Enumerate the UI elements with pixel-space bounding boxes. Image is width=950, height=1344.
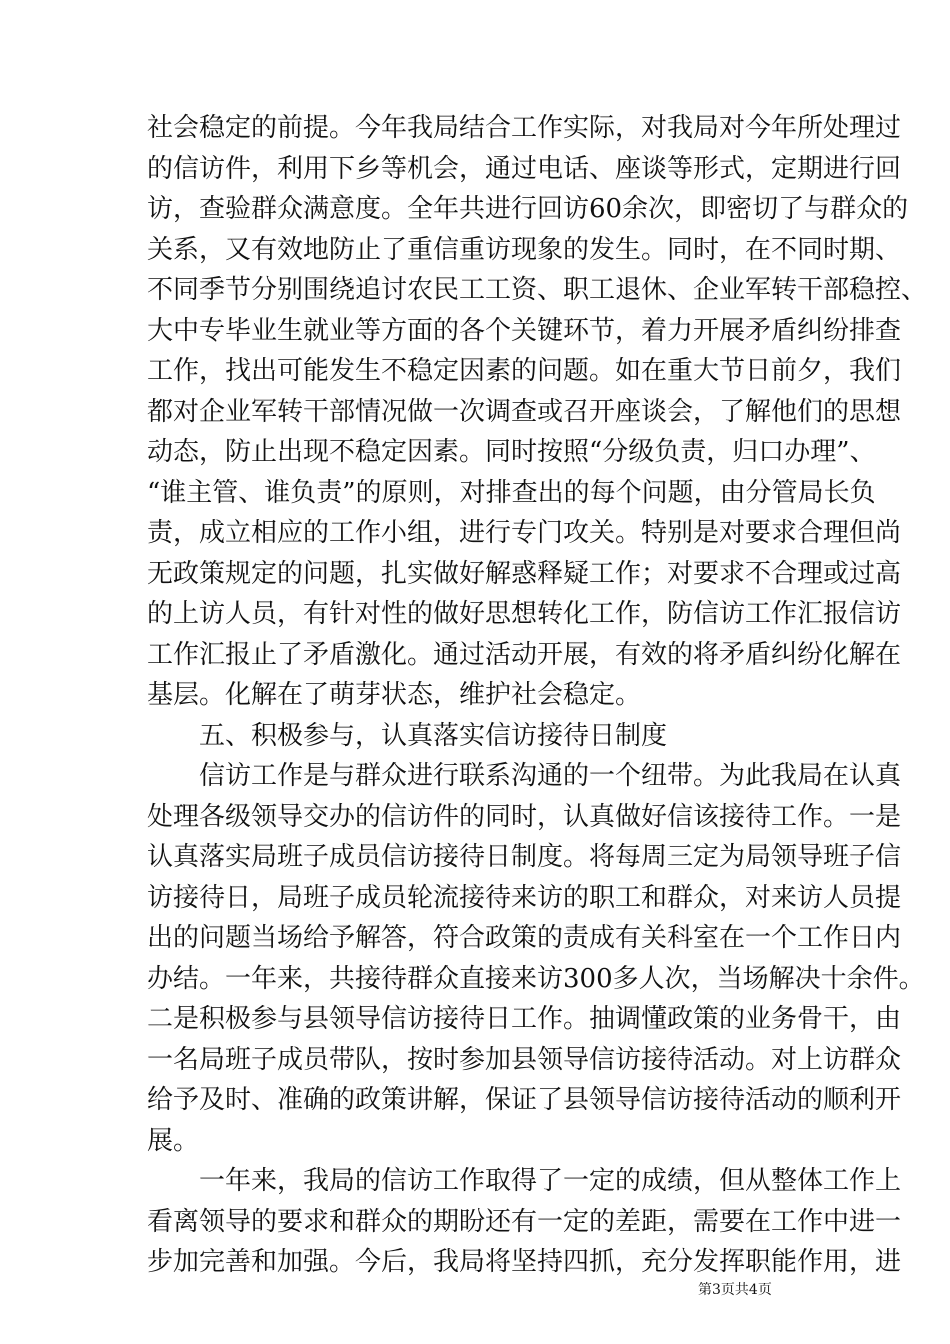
text-line: 的信访件，利用下乡等机会，通过电话、座谈等形式，定期进行回	[147, 154, 902, 184]
text-line: 工作，找出可能发生不稳定因素的问题。如在重大节日前夕，我们	[147, 356, 902, 386]
text-line: 看离领导的要求和群众的期盼还有一定的差距，需要在工作中进一	[147, 1207, 902, 1237]
text-line: 责，成立相应的工作小组，进行专门攻关。特别是对要求合理但尚	[147, 518, 902, 548]
text-line: 信访工作是与群众进行联系沟通的一个纽带。为此我局在认真	[199, 761, 902, 791]
text-line: 步加完善和加强。今后，我局将坚持四抓，充分发挥职能作用，进	[147, 1247, 902, 1277]
section-heading: 五、积极参与，认真落实信访接待日制度	[199, 721, 668, 751]
text-line: 一年来，我局的信访工作取得了一定的成绩，但从整体工作上	[199, 1166, 902, 1196]
text-line: 二是积极参与县领导信访接待日工作。抽调懂政策的业务骨干，由	[147, 1004, 902, 1034]
text-line: 的上访人员，有针对性的做好思想转化工作，防信访工作汇报信访	[147, 599, 902, 629]
text-line: 工作汇报止了矛盾激化。通过活动开展，有效的将矛盾纠纷化解在	[147, 640, 902, 670]
text-line: 出的问题当场给予解答，符合政策的责成有关科室在一个工作日内	[147, 923, 902, 953]
text-line: 基层。化解在了萌芽状态，维护社会稳定。	[147, 680, 642, 710]
text-line: “谁主管、谁负责”的原则，对排查出的每个问题，由分管局长负	[147, 478, 876, 508]
text-line: 社会稳定的前提。今年我局结合工作实际，对我局对今年所处理过	[147, 113, 902, 143]
text-line: 不同季节分别围绕追讨农民工工资、职工退休、企业军转干部稳控、	[147, 275, 928, 305]
text-line: 给予及时、准确的政策讲解，保证了县领导信访接待活动的顺利开	[147, 1085, 902, 1115]
text-line: 访接待日，局班子成员轮流接待来访的职工和群众，对来访人员提	[147, 883, 902, 913]
text-line: 处理各级领导交办的信访件的同时，认真做好信该接待工作。一是	[147, 802, 902, 832]
text-line: 访，查验群众满意度。全年共进行回访60余次，即密切了与群众的	[147, 194, 909, 224]
text-line: 办结。一年来，共接待群众直接来访300多人次，当场解决十余件。	[147, 964, 925, 994]
text-line: 大中专毕业生就业等方面的各个关键环节，着力开展矛盾纠纷排查	[147, 316, 902, 346]
text-line: 一名局班子成员带队，按时参加县领导信访接待活动。对上访群众	[147, 1045, 902, 1075]
text-line: 都对企业军转干部情况做一次调查或召开座谈会，了解他们的思想	[147, 397, 902, 427]
page-number: 第3页共4页	[698, 1282, 772, 1298]
text-line: 无政策规定的问题，扎实做好解惑释疑工作；对要求不合理或过高	[147, 559, 902, 589]
text-line: 认真落实局班子成员信访接待日制度。将每周三定为局领导班子信	[147, 842, 902, 872]
text-line: 动态，防止出现不稳定因素。同时按照“分级负责，归口办理”、	[147, 437, 876, 467]
text-line: 展。	[147, 1126, 200, 1156]
text-line: 关系，又有效地防止了重信重访现象的发生。同时，在不同时期、	[147, 235, 902, 265]
